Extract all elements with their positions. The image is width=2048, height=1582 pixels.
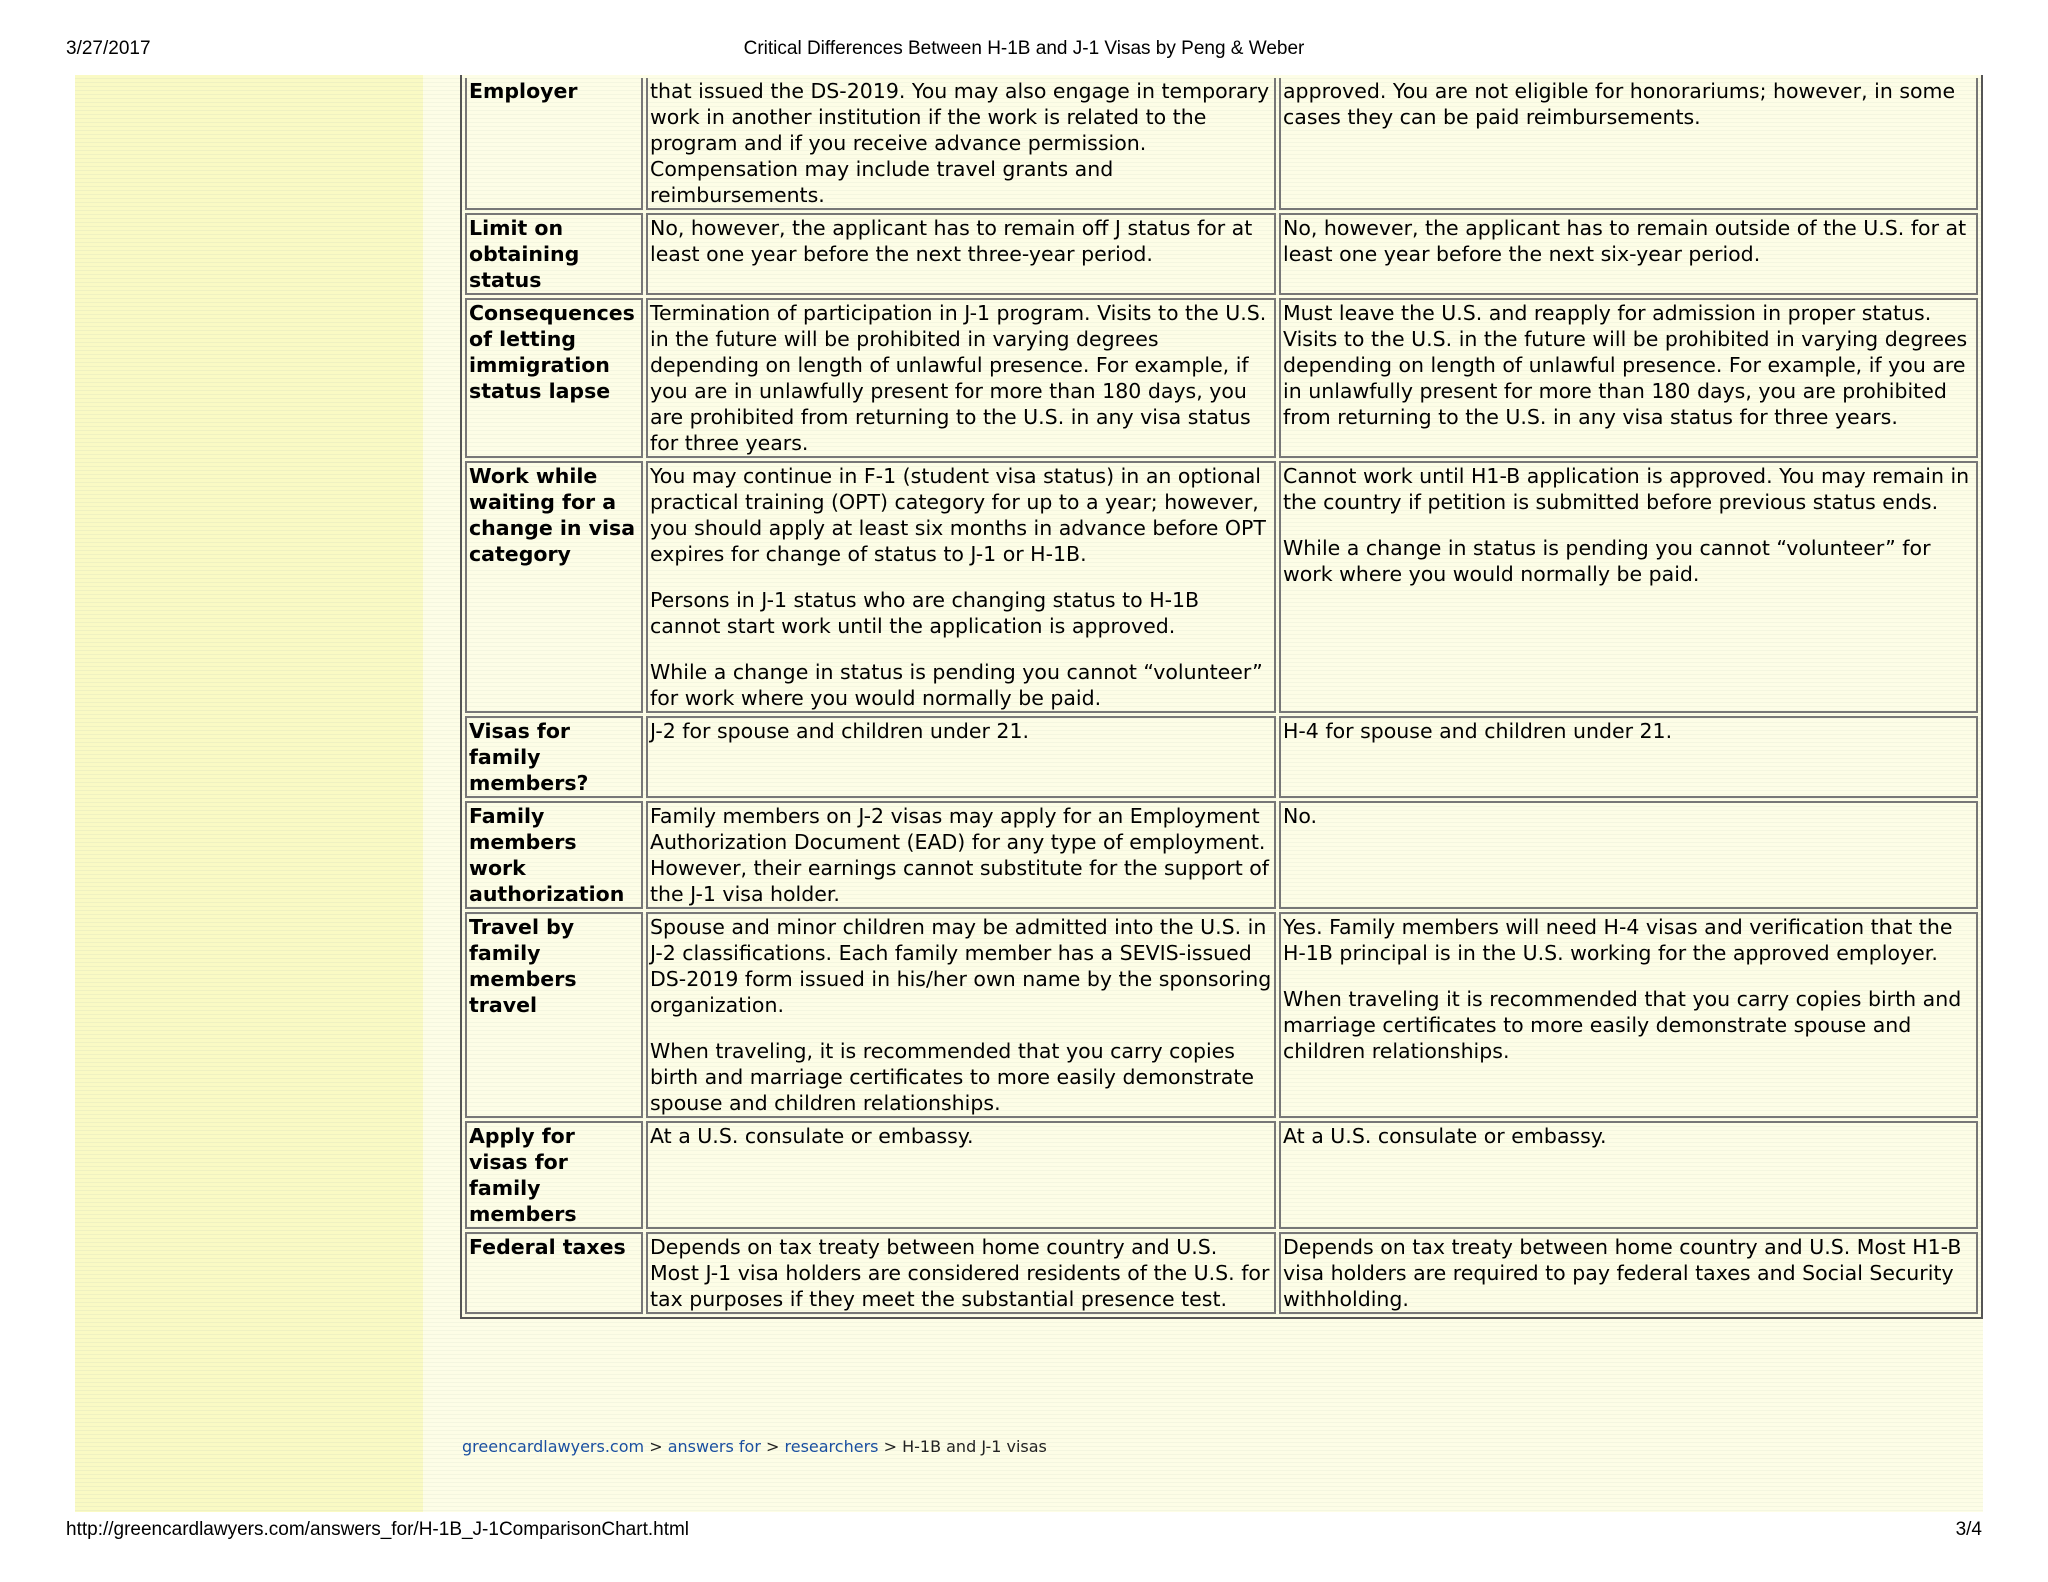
table-row: [465, 461, 1978, 713]
row-header: Consequences of letting immigration status lapse: [465, 298, 643, 458]
print-title: Critical Differences Between H-1B and J-1 Visas by Peng & Weber: [743, 38, 1305, 59]
comparison-table-body: [465, 78, 1978, 1314]
cell-paragraph: When traveling it is recommended that you carry copies birth and marriage certificates to more easily demonstrate spouse and children relationships.: [1283, 987, 1962, 1063]
h1b-cell: [1279, 461, 1978, 713]
j1-cell: [646, 801, 1276, 909]
j1-cell: [646, 298, 1276, 458]
breadcrumb-separator: >: [766, 1437, 780, 1456]
cell-paragraph: Depends on tax treaty between home country and U.S. Most J-1 visa holders are considered residents of the U.S. for tax purposes if they meet the substantial presence test.: [650, 1235, 1270, 1311]
row-header: Limit on obtaining status: [465, 213, 643, 295]
page-number: 3/4: [1955, 1519, 1982, 1540]
cell-paragraph: While a change in status is pending you cannot “volunteer” for work where you would normally be paid.: [1283, 536, 1931, 586]
left-sidebar: [75, 75, 423, 1512]
cell-paragraph: Yes. Family members will need H-4 visas and verification that the H-1B principal is in the U.S. working for the approved employer.: [1283, 915, 1953, 965]
j1-cell: [646, 716, 1276, 798]
cell-paragraph: Family members on J-2 visas may apply for an Employment Authorization Document (EAD) for any type of employment. However, their earnings cannot substitute for the support of the J-1 visa holder.: [650, 804, 1270, 906]
table-row: [465, 298, 1978, 458]
h1b-cell: [1279, 78, 1978, 210]
comparison-table: [460, 75, 1983, 1319]
breadcrumb: [462, 1437, 1047, 1456]
cell-paragraph: H-4 for spouse and children under 21.: [1283, 719, 1673, 743]
cell-paragraph: You may continue in F-1 (student visa status) in an optional practical training (OPT) category for up to a year; however, you should apply at least six months in advance before OPT expires for change of status to J-1 or H-1B.: [650, 464, 1266, 566]
table-row: [465, 213, 1978, 295]
cell-paragraph: approved. You are not eligible for honorariums; however, in some cases they can be paid reimbursements.: [1283, 79, 1956, 129]
table-row: [465, 716, 1978, 798]
j1-cell: [646, 1121, 1276, 1229]
cell-paragraph: Persons in J-1 status who are changing status to H-1B cannot start work until the application is approved.: [650, 588, 1200, 638]
cell-paragraph: No, however, the applicant has to remain off J status for at least one year before the next three-year period.: [650, 216, 1253, 266]
breadcrumb-link-home[interactable]: greencardlawyers.com: [462, 1437, 645, 1456]
j1-cell: [646, 1232, 1276, 1314]
breadcrumb-separator: >: [649, 1437, 663, 1456]
h1b-cell: [1279, 1232, 1978, 1314]
print-header: [66, 38, 1982, 64]
cell-paragraph: At a U.S. consulate or embassy.: [650, 1124, 974, 1148]
breadcrumb-link-researchers[interactable]: researchers: [784, 1437, 879, 1456]
table-row: [465, 801, 1978, 909]
row-header: Travel by family members travel: [465, 912, 643, 1118]
row-header: Visas for family members?: [465, 716, 643, 798]
breadcrumb-separator: >: [883, 1437, 897, 1456]
print-date: 3/27/2017: [66, 38, 151, 59]
row-header: Federal taxes: [465, 1232, 643, 1314]
cell-paragraph: While a change in status is pending you cannot “volunteer” for work where you would normally be paid.: [650, 660, 1263, 710]
cell-paragraph: No, however, the applicant has to remain outside of the U.S. for at least one year before the next six-year period.: [1283, 216, 1967, 266]
cell-paragraph: Termination of participation in J-1 program. Visits to the U.S. in the future will be prohibited in varying degrees depending on length of unlawful presence. For example, if you are in unlawfully present for more than 180 days, you are prohibited from returning to the U.S. in any visa status for three years.: [650, 301, 1267, 455]
row-header: Family members work authorization: [465, 801, 643, 909]
breadcrumb-link-answers-for[interactable]: answers for: [667, 1437, 761, 1456]
cell-paragraph: Must leave the U.S. and reapply for admission in proper status. Visits to the U.S. in the future will be prohibited in varying degrees depending on length of unlawful presence. For example, if you are in unlawfully present for more than 180 days, you are prohibited from returning to the U.S. in any visa status for three years.: [1283, 301, 1968, 429]
print-url: http://greencardlawyers.com/answers_for/H-1B_J-1ComparisonChart.html: [66, 1519, 690, 1540]
breadcrumb-current: H-1B and J-1 visas: [902, 1437, 1047, 1456]
table-row: [465, 912, 1978, 1118]
cell-paragraph: No.: [1283, 804, 1318, 828]
cell-paragraph: Depends on tax treaty between home country and U.S. Most H1-B visa holders are required to pay federal taxes and Social Security withholding.: [1283, 1235, 1962, 1311]
j1-cell: [646, 461, 1276, 713]
h1b-cell: [1279, 801, 1978, 909]
cell-paragraph: Cannot work until H1-B application is approved. You may remain in the country if petition is submitted before previous status ends.: [1283, 464, 1970, 514]
h1b-cell: [1279, 213, 1978, 295]
j1-cell: [646, 912, 1276, 1118]
j1-cell: [646, 78, 1276, 210]
h1b-cell: [1279, 912, 1978, 1118]
row-header: Employer: [465, 78, 643, 210]
h1b-cell: [1279, 298, 1978, 458]
print-footer: [66, 1519, 1982, 1545]
h1b-cell: [1279, 716, 1978, 798]
row-header: Apply for visas for family members: [465, 1121, 643, 1229]
h1b-cell: [1279, 1121, 1978, 1229]
table-row: [465, 1232, 1978, 1314]
row-header: Work while waiting for a change in visa category: [465, 461, 643, 713]
table-row: [465, 1121, 1978, 1229]
cell-paragraph: that issued the DS-2019. You may also engage in temporary work in another institution if the work is related to the program and if you receive advance permission. Compensation may include travel grants and reimbursements.: [650, 79, 1270, 207]
cell-paragraph: When traveling, it is recommended that you carry copies birth and marriage certificates to more easily demonstrate spouse and children relationships.: [650, 1039, 1254, 1115]
table-row: [465, 78, 1978, 210]
cell-paragraph: Spouse and minor children may be admitted into the U.S. in J-2 classifications. Each family member has a SEVIS-issued DS-2019 form issued in his/her own name by the sponsoring organization.: [650, 915, 1272, 1017]
cell-paragraph: J-2 for spouse and children under 21.: [650, 719, 1030, 743]
j1-cell: [646, 213, 1276, 295]
cell-paragraph: At a U.S. consulate or embassy.: [1283, 1124, 1607, 1148]
